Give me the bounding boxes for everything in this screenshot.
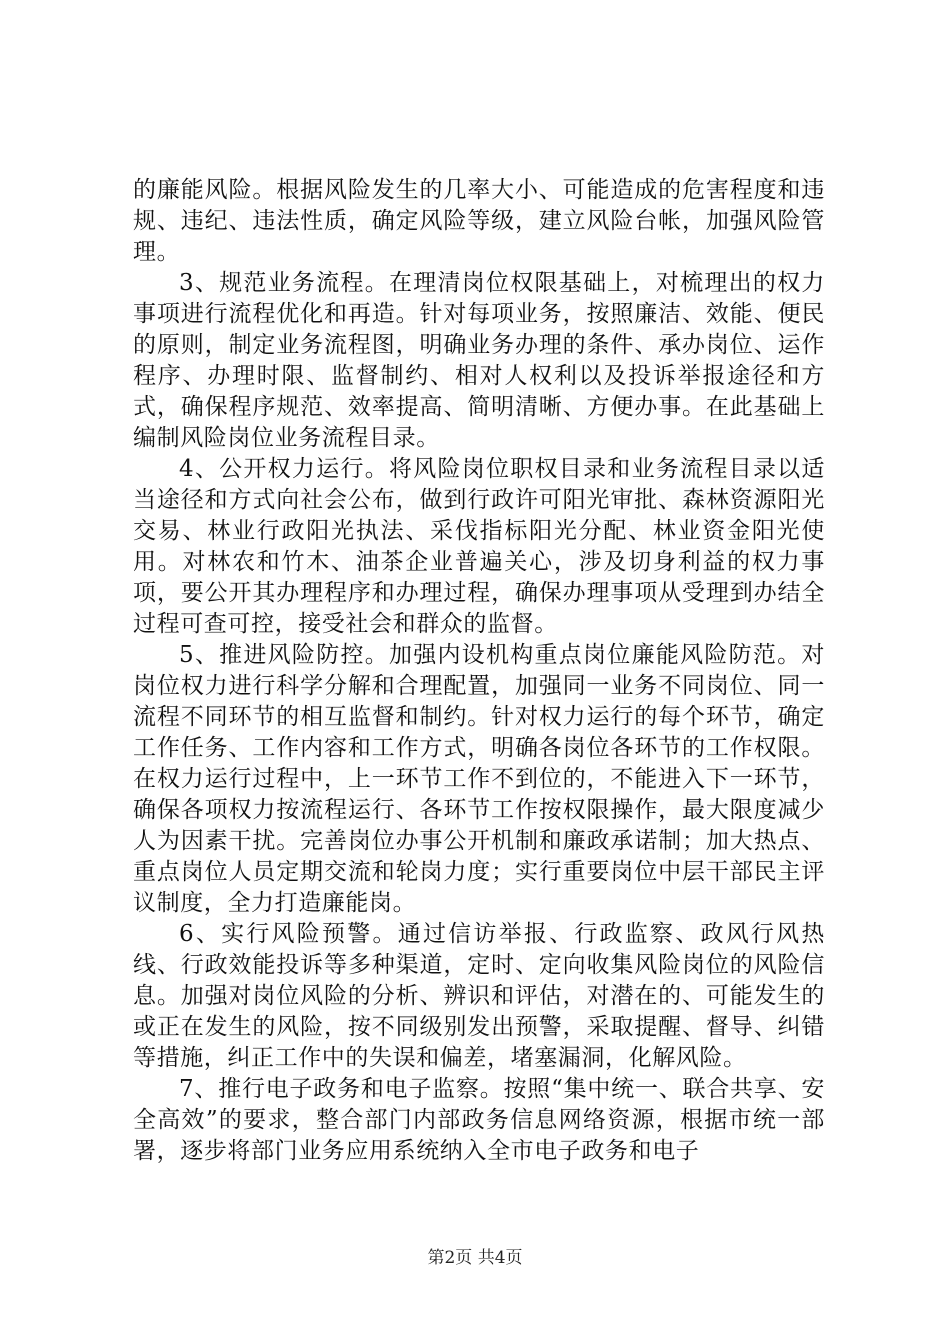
page-number: 第2页 共4页 [427, 1248, 523, 1268]
document-body [133, 175, 825, 1167]
paragraph-business-process: 3、规范业务流程。在理清岗位权限基础上，对梳理出的权力事项进行流程优化和再造。针对每项业务，按照廉洁、效能、便民的原则，制定业务流程图，明确业务办理的条件、承办岗位、运作程序、办理时限、监督制约、相对人权利以及投诉举报途径和方式，确保程序规范、效率提高、简明清晰、方便办事。在此基础上编制风险岗位业务流程目录。 [133, 270, 825, 451]
paragraph-risk-management: 的廉能风险。根据风险发生的几率大小、可能造成的危害程度和违规、违纪、违法性质，确定风险等级，建立风险台帐，加强风险管理。 [133, 177, 825, 265]
paragraph-risk-control: 5、推进风险防控。加强内设机构重点岗位廉能风险防范。对岗位权力进行科学分解和合理配置，加强同一业务不同岗位、同一流程不同环节的相互监督和制约。针对权力运行的每个环节，确定工作任务、工作内容和工作方式，明确各岗位各环节的工作权限。在权力运行过程中，上一环节工作不到位的，不能进入下一环节，确保各项权力按流程运行、各环节工作按权限操作，最大限度减少人为因素干扰。完善岗位办事公开机制和廉政承诺制；加大热点、重点岗位人员定期交流和轮岗力度；实行重要岗位中层干部民主评议制度，全力打造廉能岗。 [133, 642, 825, 916]
paragraph-open-power: 4、公开权力运行。将风险岗位职权目录和业务流程目录以适当途径和方式向社会公布，做到行政许可阳光审批、森林资源阳光交易、林业行政阳光执法、采伐指标阳光分配、林业资金阳光使用。对林农和竹木、油茶企业普遍关心，涉及切身利益的权力事项，要公开其办理程序和办理过程，确保办理事项从受理到办结全过程可查可控，接受社会和群众的监督。 [133, 456, 825, 637]
paragraph-e-government: 7、推行电子政务和电子监察。按照“集中统一、联合共享、安全高效”的要求，整合部门内部政务信息网络资源，根据市统一部署，逐步将部门业务应用系统纳入全市电子政务和电子 [133, 1076, 825, 1164]
paragraph-risk-warning: 6、实行风险预警。通过信访举报、行政监察、政风行风热线、行政效能投诉等多种渠道，定时、定向收集风险岗位的风险信息。加强对岗位风险的分析、辨识和评估，对潜在的、可能发生的或正在发生的风险，按不同级别发出预警，采取提醒、督导、纠错等措施，纠正工作中的失误和偏差，堵塞漏洞，化解风险。 [133, 921, 825, 1071]
